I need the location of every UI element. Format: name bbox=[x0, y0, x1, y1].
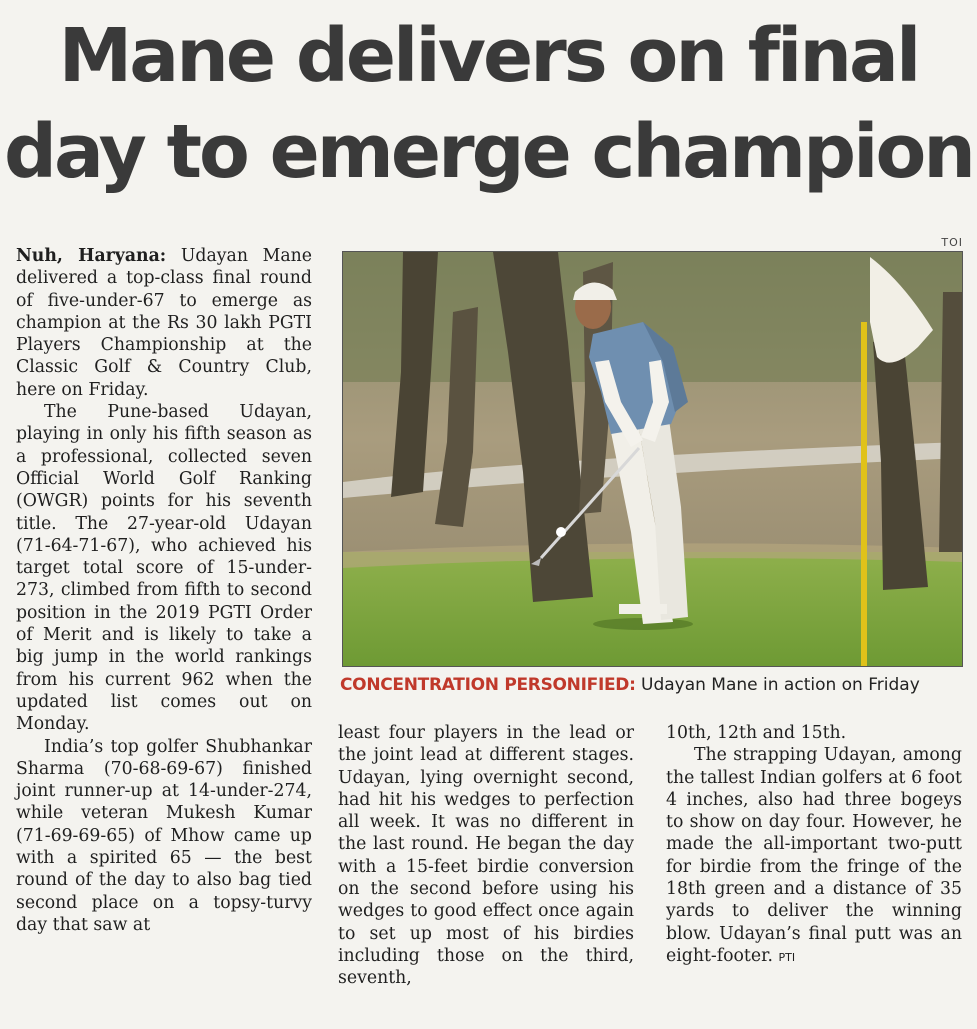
headline-line-1: Mane delivers on final bbox=[58, 13, 919, 99]
caption-lead: CONCENTRATION PERSONIFIED: bbox=[340, 675, 636, 695]
paragraph-text: The strapping Udayan, among the tallest Indian golfers at 6 foot 4 inches, also had three bogeys to show on day four. However, he made the all-important two-putt for birdie from the fringe of the 18th green and a distance of 35 yards to deliver the winning blow. Udayan’s final putt was an eight-footer. bbox=[666, 745, 962, 966]
article-column-2 bbox=[338, 722, 634, 990]
golfer-photo-illustration bbox=[343, 252, 962, 666]
headline-line-2: day to emerge champion bbox=[4, 109, 973, 195]
agency-credit: PTI bbox=[778, 950, 796, 964]
paragraph-text: Udayan Mane delivered a top-class final round of five-under-67 to emerge as champion at the Rs 30 lakh PGTI Players Championship at the Classic Golf & Country Club, here on Friday. bbox=[16, 246, 312, 400]
article-paragraph bbox=[666, 744, 962, 969]
article-column-1 bbox=[16, 245, 312, 936]
article-paragraph: The Pune-based Udayan, playing in only his fifth season as a professional, collected seven Official World Golf Ranking (OWGR) points for his seventh title. The 27-year-old Udayan (71-64-71-67), who achieved his target total score of 15-under-273, climbed from fifth to second position in the 2019 PGTI Order of Merit and is likely to take a big jump in the world rankings from his current 962 when the updated list comes out on Monday. bbox=[16, 402, 312, 735]
article-paragraph: least four players in the lead or the joint lead at different stages. Udayan, lying overnight second, had hit his wedges to perfection all week. It was no different in the last round. He began the day with a 15-feet birdie conversion on the second before using his wedges to good effect once again to set up most of his birdies including those on the third, seventh, bbox=[338, 723, 634, 989]
headline bbox=[0, 8, 977, 200]
golfer-photo bbox=[342, 251, 963, 667]
photo-caption bbox=[340, 673, 970, 697]
dateline: Nuh, Haryana: bbox=[16, 246, 167, 266]
photo-credit: TOI bbox=[941, 236, 963, 249]
article-paragraph: 10th, 12th and 15th. bbox=[666, 723, 847, 743]
caption-body: Udayan Mane in action on Friday bbox=[635, 675, 920, 695]
article-paragraph: India’s top golfer Shubhankar Sharma (70-68-69-67) finished joint runner-up at 14-under-274, while veteran Mukesh Kumar (71-69-69-65) of Mhow came up with a spirited 65 — the best round of the day to also bag tied second place on a topsy-turvy day that saw at bbox=[16, 736, 312, 935]
article-paragraph bbox=[16, 245, 312, 401]
article-column-3 bbox=[666, 722, 962, 969]
